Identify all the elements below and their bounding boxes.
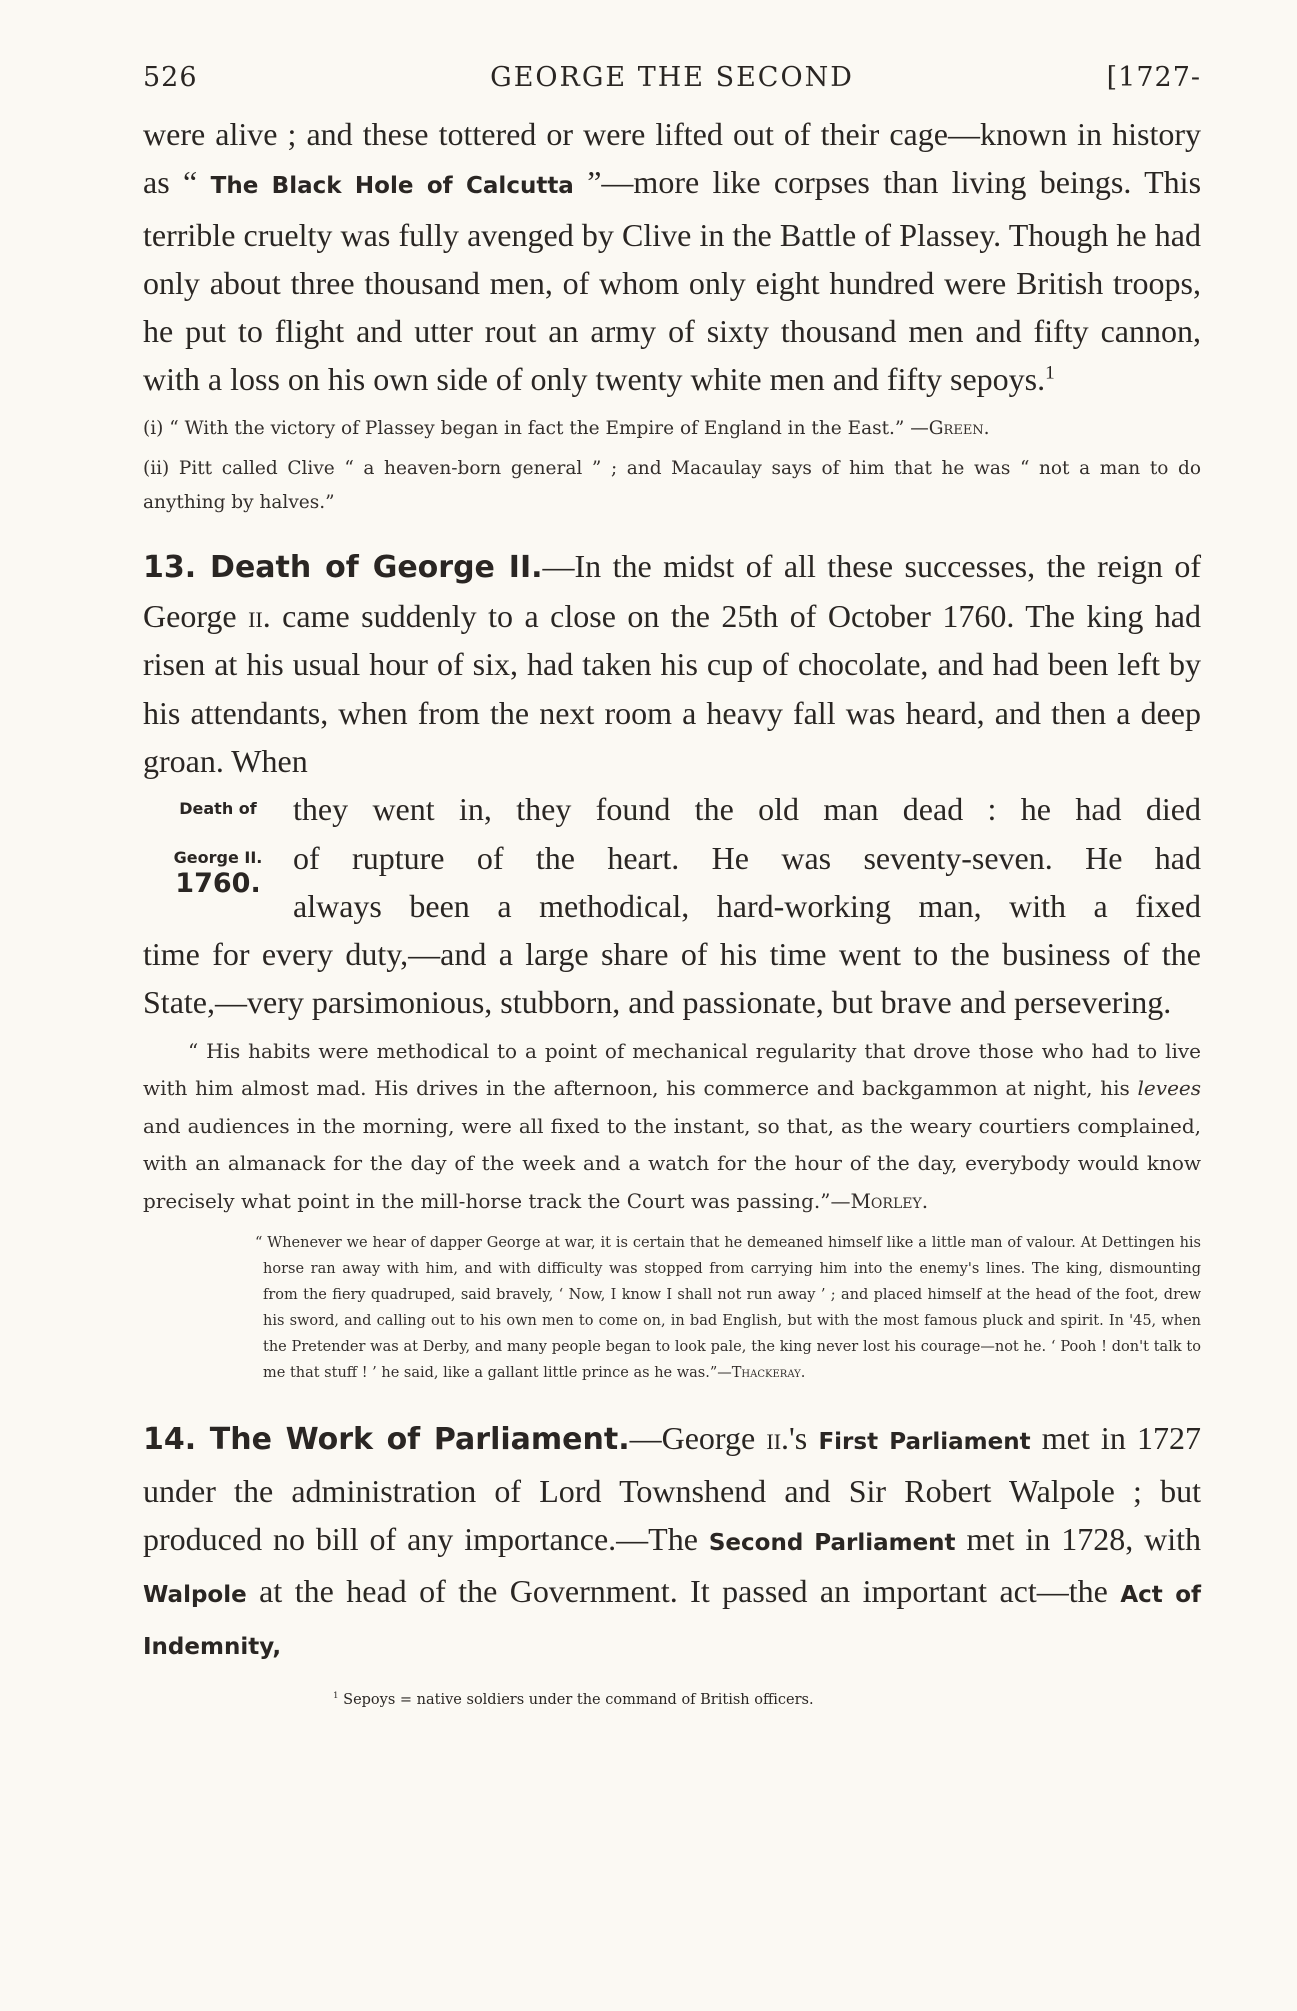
bold-term: Walpole bbox=[143, 1582, 247, 1609]
paragraph-black-hole bbox=[143, 110, 1201, 404]
bold-term: First Parliament bbox=[818, 1429, 1031, 1456]
margin-note-line: George II. bbox=[173, 847, 263, 867]
text-span: ”—more like corpses than living beings. This terrible cruelty was fully avenged by Clive in the Battle of Plassey. Though he had only about three thousand men, of whom only eight hundred were British troops, he put to flight and utter rout an army of sixty thousand men and fifty cannon, with a loss on his own side of only twenty white men and fifty sepoys. bbox=[143, 164, 1202, 398]
note-green bbox=[143, 412, 1201, 446]
text-span: were alive ; and these tottered or were lifted out of their cage—known in history as “ bbox=[143, 116, 1201, 201]
text-line: always been a methodical, hard-working man, with a fixed bbox=[293, 887, 1201, 924]
side-text bbox=[293, 785, 1201, 930]
text-span: met in 1728, with bbox=[955, 1520, 1202, 1557]
book-page bbox=[143, 52, 1201, 1708]
section-13-paragraph bbox=[143, 542, 1201, 785]
note-author: Green. bbox=[928, 417, 990, 439]
text-span: —George bbox=[629, 1420, 767, 1457]
quote-italic: levees bbox=[1137, 1076, 1201, 1101]
quote-author: Morley. bbox=[850, 1188, 929, 1213]
section-heading: 14. The Work of Parliament. bbox=[143, 1422, 630, 1458]
quote-text: “ Whenever we hear of dapper George at war, it is certain that he demeaned himself like a little man of valour. At Dettingen his horse ran away with him, and with difficulty was stopped from carrying him into the enemy's lines. The king, dismounting from the fiery quadruped, said bravely, ‘ Now, I know I shall not run away ’ ; and placed himself at the head of the foot, drew his sword, and calling out to his own men to come on, in bad English, but with the most famous pluck and spirit. In '45, when the Pretender was at Derby, and many people began to look pale, the king never lost his courage—not he. ‘ Pooh ! don't talk to me that stuff ! ’ he said, like a gallant little prince as he was.”— bbox=[255, 1235, 1201, 1382]
footnote-marker: 1 bbox=[333, 1690, 339, 1701]
text-line: they went in, they found the old man dead : he had died bbox=[293, 791, 1201, 828]
bold-term: Act of Indemnity, bbox=[143, 1582, 1202, 1661]
bold-term: Second Parliament bbox=[708, 1529, 956, 1556]
note-pitt bbox=[143, 452, 1201, 520]
margin-note bbox=[143, 785, 293, 930]
footnote bbox=[143, 1692, 1201, 1708]
running-date: [1727- bbox=[1106, 62, 1201, 93]
note-text: (ii) Pitt called Clive “ a heaven-born general ” ; and Macaulay says of him that he was “ not a man to do anything by halves.” bbox=[143, 457, 1201, 513]
black-hole-term: The Black Hole of Calcutta bbox=[210, 173, 574, 200]
note-text: (i) “ With the victory of Plassey began in fact the Empire of England in the East.” — bbox=[143, 417, 929, 439]
quote-text: “ His habits were methodical to a point of mechanical regularity that drove those who had to live with him almost mad. His drives in the afternoon, his commerce and backgammon at night, his bbox=[143, 1038, 1201, 1101]
quote-author: Thackeray. bbox=[731, 1365, 806, 1382]
section-13-continued: time for every duty,—and a large share of his time went to the business of the State,—very parsimonious, stubborn, and passionate, but brave and persevering. bbox=[143, 936, 1201, 1021]
section-heading: 13. Death of George II. bbox=[143, 549, 543, 585]
quote-morley bbox=[143, 1033, 1201, 1221]
page-number: 526 bbox=[143, 62, 198, 93]
text-span: came suddenly to a close on the 25th of October 1760. The king had risen at his usual hour of six, had taken his cup of chocolate, and had been left by his attendants, when from the next room a heavy fall was heard, and then a deep groan. When bbox=[143, 598, 1202, 779]
margin-note-row bbox=[143, 785, 1201, 930]
running-title: GEORGE THE SECOND bbox=[490, 62, 854, 93]
quote-thackeray bbox=[255, 1230, 1201, 1386]
text-span: met in 1727 under the administration of Lord Townshend and Sir Robert Walpole ; but produced no bill of any importance.—The bbox=[143, 1420, 1201, 1557]
regnal-number: ii. bbox=[766, 1420, 790, 1457]
text-span: at the head of the Government. It passed an important act—the bbox=[246, 1573, 1121, 1610]
running-head bbox=[143, 52, 1201, 102]
section-14-paragraph bbox=[143, 1414, 1201, 1671]
text-span: —In the midst of all these successes, the reign of George bbox=[143, 547, 1201, 635]
footnote-text: Sepoys = native soldiers under the command of British officers. bbox=[338, 1691, 814, 1708]
margin-note-year: 1760. bbox=[175, 867, 261, 899]
text-line: of rupture of the heart. He was seventy-seven. He had bbox=[293, 839, 1201, 876]
quote-text: and audiences in the morning, were all fixed to the instant, so that, as the weary courtiers complained, with an almanack for the day of the week and a watch for the hour of the day, everybody would know precisely what point in the mill-horse track the Court was passing.”— bbox=[143, 1113, 1201, 1213]
footnote-ref: 1 bbox=[1045, 362, 1055, 384]
margin-note-line: Death of bbox=[179, 799, 257, 819]
regnal-number: ii. bbox=[248, 598, 271, 635]
text-span: 's bbox=[789, 1420, 819, 1457]
